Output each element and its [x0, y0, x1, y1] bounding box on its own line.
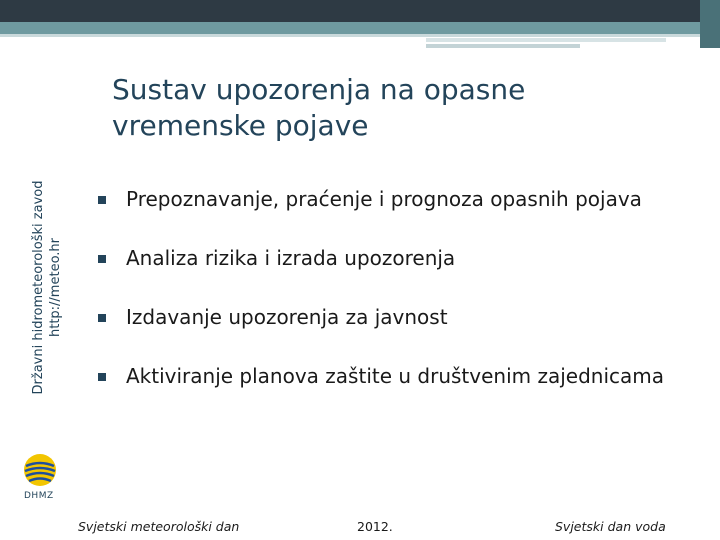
- bullet-text: Analiza rizika i izrada upozorenja: [126, 246, 456, 270]
- header-bar-light: [0, 34, 720, 37]
- footer-left: Svjetski meteorološki dan: [78, 519, 240, 534]
- footer-right: Svjetski dan voda: [555, 519, 666, 534]
- side-caption-url: http://meteo.hr: [48, 237, 63, 338]
- side-caption: [30, 170, 64, 405]
- bullet-item: [98, 365, 696, 387]
- square-bullet-icon: [98, 373, 106, 381]
- bullet-list: [98, 186, 696, 387]
- header-accent-line: [426, 38, 666, 42]
- bullet-item: [98, 247, 696, 269]
- square-bullet-icon: [98, 314, 106, 322]
- slide-title-line1: Sustav upozorenja na opasne: [112, 73, 526, 106]
- logo-label: DHMZ: [24, 491, 54, 501]
- bullet-item: [98, 306, 696, 328]
- header-bar-end: [700, 0, 720, 48]
- header-bar-teal: [0, 22, 720, 34]
- bullet-item: [98, 188, 696, 210]
- slide-title: [112, 72, 672, 144]
- square-bullet-icon: [98, 196, 106, 204]
- dhmz-logo-icon: [22, 452, 58, 488]
- bullet-text: Prepoznavanje, praćenje i prognoza opasnih pojava: [126, 187, 642, 211]
- header-accent-line-short: [426, 44, 580, 48]
- side-caption-org: Državni hidrometeorološki zavod: [31, 180, 46, 395]
- slide-title-line2: vremenske pojave: [112, 109, 369, 142]
- footer-center: 2012.: [357, 519, 393, 534]
- bullet-text: Izdavanje upozorenja za javnost: [126, 305, 448, 329]
- bullet-text: Aktiviranje planova zaštite u društvenim zajednicama: [126, 364, 665, 388]
- square-bullet-icon: [98, 255, 106, 263]
- header-bar-dark: [0, 0, 720, 22]
